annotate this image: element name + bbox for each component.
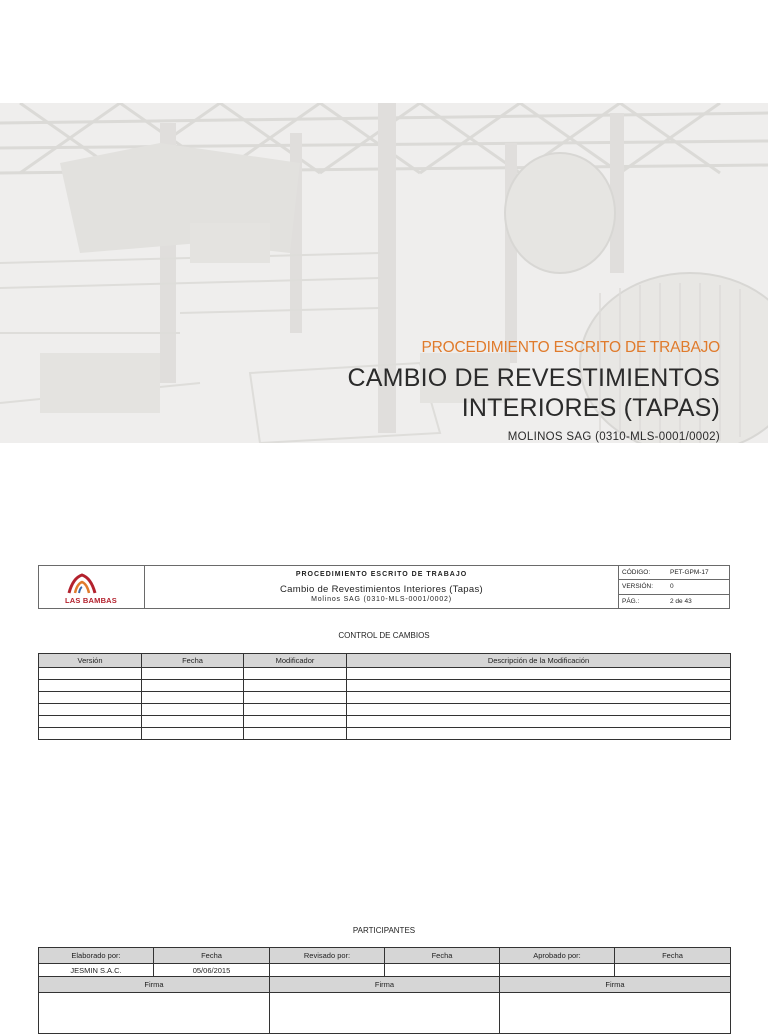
column-header: Fecha <box>385 948 500 964</box>
signature-header: Firma <box>39 977 270 993</box>
table-header-row <box>39 948 731 964</box>
table-row <box>39 716 731 728</box>
table-header-row <box>39 654 731 668</box>
logo-cell <box>39 566 145 608</box>
header-title-cell <box>145 566 619 608</box>
elaborado-fecha-value[interactable]: 05/06/2015 <box>154 964 270 977</box>
table-cell[interactable] <box>244 716 347 728</box>
meta-value: 0 <box>670 583 674 591</box>
header-doc-title: Cambio de Revestimientos Interiores (Tapas) <box>280 584 483 595</box>
table-cell[interactable] <box>244 668 347 680</box>
column-header: Modificador <box>244 654 347 668</box>
column-header: Fecha <box>615 948 731 964</box>
las-bambas-logo-icon <box>67 572 97 594</box>
table-cell[interactable] <box>347 692 731 704</box>
cover-title-block <box>348 339 720 443</box>
table-cell[interactable] <box>142 728 244 740</box>
cover-banner <box>0 103 768 443</box>
changes-table <box>38 653 731 740</box>
table-cell[interactable] <box>347 680 731 692</box>
column-header: Fecha <box>142 654 244 668</box>
aprobado-por-value[interactable] <box>500 964 615 977</box>
table-cell[interactable] <box>142 716 244 728</box>
column-header: Elaborado por: <box>39 948 154 964</box>
table-row <box>39 704 731 716</box>
column-header: Revisado por: <box>270 948 385 964</box>
meta-label: CÓDIGO: <box>622 569 651 577</box>
column-header: Descripción de la Modificación <box>347 654 731 668</box>
cover-title-line1: CAMBIO DE REVESTIMIENTOS <box>347 364 720 392</box>
table-cell[interactable] <box>244 728 347 740</box>
meta-version <box>619 580 729 594</box>
table-cell[interactable] <box>142 704 244 716</box>
signature-header: Firma <box>270 977 500 993</box>
participants-table <box>38 947 731 1034</box>
table-cell[interactable] <box>39 704 142 716</box>
table-cell[interactable] <box>39 728 142 740</box>
table-cell[interactable] <box>347 668 731 680</box>
signature-header-row <box>39 977 731 993</box>
revisado-fecha-value[interactable] <box>385 964 500 977</box>
header-doc-subtitle: Molinos SAG (0310-MLS-0001/0002) <box>311 596 452 603</box>
table-cell[interactable] <box>142 680 244 692</box>
table-cell[interactable] <box>244 692 347 704</box>
table-cell[interactable] <box>39 716 142 728</box>
table-row <box>39 728 731 740</box>
table-cell[interactable] <box>244 704 347 716</box>
table-cell[interactable] <box>244 680 347 692</box>
signature-header: Firma <box>500 977 731 993</box>
signature-box-elaborado[interactable] <box>39 993 270 1034</box>
header-doc-type: PROCEDIMIENTO ESCRITO DE TRABAJO <box>295 571 468 578</box>
elaborado-por-value[interactable]: JESMIN S.A.C. <box>39 964 154 977</box>
meta-value: PET-GPM-17 <box>670 569 709 577</box>
aprobado-fecha-value[interactable] <box>615 964 731 977</box>
column-header: Fecha <box>154 948 270 964</box>
meta-label: PÁG.: <box>622 597 640 605</box>
column-header: Versión <box>39 654 142 668</box>
column-header: Aprobado por: <box>500 948 615 964</box>
logo-text: LAS BAMBAS <box>65 596 117 605</box>
changes-title: CONTROL DE CAMBIOS <box>338 631 430 640</box>
document-header <box>38 565 730 609</box>
cover-subtitle: MOLINOS SAG (0310-MLS-0001/0002) <box>507 431 720 443</box>
revisado-por-value[interactable] <box>270 964 385 977</box>
table-cell[interactable] <box>347 716 731 728</box>
table-row <box>39 668 731 680</box>
table-row <box>39 692 731 704</box>
signature-box-aprobado[interactable] <box>500 993 731 1034</box>
table-cell[interactable] <box>39 692 142 704</box>
table-cell[interactable] <box>142 692 244 704</box>
signature-row <box>39 993 731 1034</box>
header-meta <box>619 566 729 608</box>
table-cell[interactable] <box>347 728 731 740</box>
meta-value: 2 de 43 <box>670 597 692 605</box>
table-cell[interactable] <box>39 680 142 692</box>
cover-title-line2: INTERIORES (TAPAS) <box>461 394 720 422</box>
cover-kicker: PROCEDIMIENTO ESCRITO DE TRABAJO <box>421 339 720 356</box>
meta-label: VERSIÓN: <box>622 583 654 591</box>
table-row <box>39 680 731 692</box>
table-cell[interactable] <box>142 668 244 680</box>
meta-page <box>619 595 729 608</box>
table-row <box>39 964 731 977</box>
meta-code <box>619 566 729 580</box>
table-cell[interactable] <box>39 668 142 680</box>
table-cell[interactable] <box>347 704 731 716</box>
signature-box-revisado[interactable] <box>270 993 500 1034</box>
participants-title: PARTICIPANTES <box>352 926 416 935</box>
